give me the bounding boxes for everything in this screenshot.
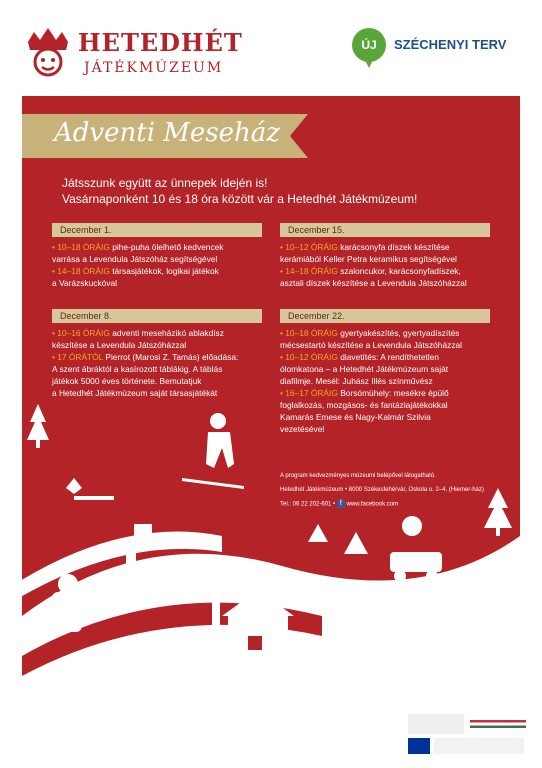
poster-title: Adventi Meseház xyxy=(54,118,280,148)
museum-address: Hetedhét Játékmúzeum • 8000 Székesfehérvár, Oskola u. 2–4. (Hiemer-ház) xyxy=(280,487,484,493)
program-line: diafilmje. Mesél: Juhász Illés színművész xyxy=(280,376,433,386)
program-line: a Varázskuckóval xyxy=(52,278,118,288)
badge-pointer-icon xyxy=(364,58,374,68)
eu-flag-icon xyxy=(408,738,430,754)
partner-name: SZÉCHENYI TERV xyxy=(394,37,507,52)
advent-poster xyxy=(22,96,520,710)
day-date: December 15. xyxy=(280,223,490,237)
program-line: asztali díszek készítése a Levendula Játszóházzal xyxy=(280,278,467,288)
museum-logo xyxy=(24,24,254,84)
program-line: • 14–18 ÓRÁIG társasjátékok, logikai játékok xyxy=(52,266,219,276)
phone-number: Tel.: 06 22 202-601 • xyxy=(280,501,336,508)
facebook-link[interactable]: www.facebook.com xyxy=(346,501,399,508)
program-line: • 10–12 ÓRÁIG karácsonyfa díszek készítése xyxy=(280,242,450,252)
intro-line-2: Vasárnaponként 10 és 18 óra között vár a Hetedhét Játékmúzeum! xyxy=(62,192,418,206)
program-line: varrása a Levendula Játszóház segítségével xyxy=(52,254,218,264)
intro-line-1: Játsszunk együtt az ünnepek idején is! xyxy=(62,176,268,190)
crown-icon xyxy=(24,26,72,78)
program-line: ólomkatona – a Hetedhét Játékmúzeum saját xyxy=(280,364,449,374)
program-line: játékok 5000 éves története. Bemutatjuk xyxy=(52,376,202,386)
day-date: December 22. xyxy=(280,309,490,323)
page-header xyxy=(0,0,542,96)
program-line: a Hetedhét Játékmúzeum saját társasjátékát xyxy=(52,388,218,398)
program-line: • 17 ÓRÁTÓL Pierrot (Marosi Z. Tamás) előadása: xyxy=(52,352,239,362)
agency-logo xyxy=(408,714,464,734)
program-line: • 10–16 ÓRÁIG adventi meseházikó ablakdísz xyxy=(52,328,224,338)
day-date: December 1. xyxy=(52,223,262,237)
hungary-flag-icon xyxy=(470,720,526,728)
eu-funding-note xyxy=(434,738,524,754)
program-line: • 10–18 ÓRÁIG pihe-puha ölelhető kedvencek xyxy=(52,242,224,252)
museum-subtitle: JÁTÉKMÚZEUM xyxy=(84,60,224,76)
szechenyi-logo xyxy=(352,28,532,78)
program-line: kerámiából Keller Petra keramikus segítségével xyxy=(280,254,457,264)
program-line: A szent ábráktól a kasírozott táblákig. A táblás xyxy=(52,364,223,374)
program-line: foglalkozás, mozgásos- és fantáziajátékokkal xyxy=(280,400,448,410)
program-line: mécsestartó készítése a Levendula Játszóházzal xyxy=(280,340,463,350)
entry-note: A program kedvezményes múzeumi belépővel látogatható. xyxy=(280,473,436,479)
day-date: December 8. xyxy=(52,309,262,323)
uj-badge: ÚJ xyxy=(352,28,386,62)
program-line: • 16–17 ÓRÁIG Borsómühely: mesékre épülő xyxy=(280,388,449,398)
sponsor-logos xyxy=(408,712,528,762)
program-line: • 10–18 ÓRÁIG gyertyakészítés, gyertyadíszítés xyxy=(280,328,460,338)
winter-village-illustration xyxy=(22,96,520,710)
program-line: • 10–12 ÓRÁIG diavetítés: A rendíthetetlen xyxy=(280,352,439,362)
facebook-icon: f xyxy=(337,500,345,508)
program-line: készítése a Levendula Játszóházzal xyxy=(52,340,187,350)
program-line: Kamarás Emese és Nagy-Kalmár Szilvia xyxy=(280,412,431,422)
program-line: vezetésével xyxy=(280,424,325,434)
program-line: • 14–18 ÓRÁIG szaloncukor, karácsonyfadíszek, xyxy=(280,266,461,276)
museum-name: HETEDHÉT xyxy=(78,28,243,57)
